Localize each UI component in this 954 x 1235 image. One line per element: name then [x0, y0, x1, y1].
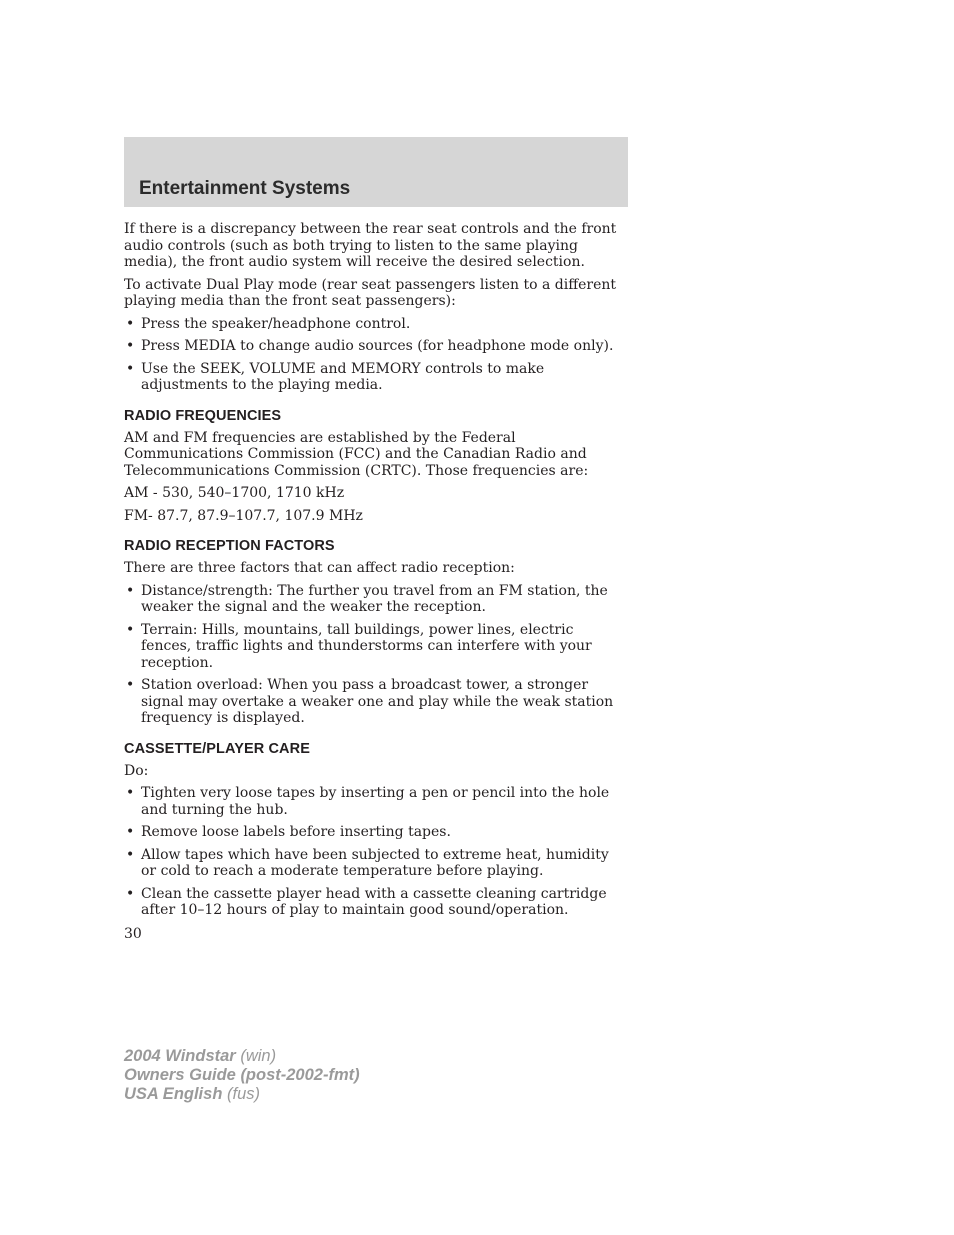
list-item: • Terrain: Hills, mountains, tall buildings, power lines, electric fences, traffic lights and thunderstorms can interfere with your reception.	[124, 622, 628, 672]
footer-line-model	[124, 1047, 360, 1066]
reception-factors-list	[124, 583, 628, 727]
cassette-do-label: Do:	[124, 762, 149, 779]
heading-radio-reception-factors: RADIO RECEPTION FACTORS	[124, 538, 335, 554]
footer-model-code: (win)	[235, 1047, 277, 1065]
footer-language-name: USA English	[124, 1085, 223, 1103]
list-item: • Press the speaker/headphone control.	[124, 316, 628, 333]
document-footer	[124, 1047, 360, 1104]
footer-language-code: (fus)	[222, 1085, 260, 1103]
page-content	[124, 221, 628, 925]
dual-play-steps-list	[124, 316, 628, 394]
list-item: • Distance/strength: The further you travel from an FM station, the weaker the signal and the weaker the reception.	[124, 583, 628, 616]
cassette-care-list	[124, 785, 628, 919]
section-header-band	[124, 137, 628, 207]
am-frequencies: AM - 530, 540–1700, 1710 kHz	[124, 485, 345, 501]
reception-intro-paragraph: There are three factors that can affect radio reception:	[124, 560, 515, 576]
list-item: • Station overload: When you pass a broadcast tower, a stronger signal may overtake a weaker one and play while the weak station frequency is displayed.	[124, 677, 628, 727]
intro-paragraph-2: To activate Dual Play mode (rear seat passengers listen to a different playing media than the front seat passengers):	[124, 276, 617, 309]
list-item: • Tighten very loose tapes by inserting a pen or pencil into the hole and turning the hub.	[124, 785, 628, 818]
radio-frequencies-paragraph: AM and FM frequencies are established by the Federal Communications Commission (FCC) and the Canadian Radio and Telecommunications Commission (CRTC). Those frequencies are:	[124, 429, 589, 479]
page-number: 30	[124, 926, 142, 942]
list-item: • Remove loose labels before inserting tapes.	[124, 824, 628, 841]
heading-radio-frequencies: RADIO FREQUENCIES	[124, 407, 282, 424]
footer-line-language	[124, 1085, 360, 1104]
footer-guide-name: Owners Guide (post-2002-fmt)	[124, 1066, 360, 1084]
heading-cassette-player-care: CASSETTE/PLAYER CARE	[124, 740, 310, 757]
section-title: Entertainment Systems	[139, 178, 351, 199]
list-item: • Clean the cassette player head with a cassette cleaning cartridge after 10–12 hours of play to maintain good sound/operation.	[124, 886, 628, 919]
footer-model-name: 2004 Windstar	[124, 1047, 236, 1065]
list-item: • Press MEDIA to change audio sources (for headphone mode only).	[124, 338, 628, 355]
fm-frequencies: FM- 87.7, 87.9–107.7, 107.9 MHz	[124, 507, 363, 524]
footer-line-guide	[124, 1066, 360, 1085]
list-item: • Allow tapes which have been subjected to extreme heat, humidity or cold to reach a moderate temperature before playing.	[124, 847, 628, 880]
list-item: • Use the SEEK, VOLUME and MEMORY controls to make adjustments to the playing media.	[124, 361, 628, 394]
intro-paragraph-1: If there is a discrepancy between the rear seat controls and the front audio controls (such as both trying to listen to the same playing media), the front audio system will receive the desired selection.	[124, 221, 617, 270]
